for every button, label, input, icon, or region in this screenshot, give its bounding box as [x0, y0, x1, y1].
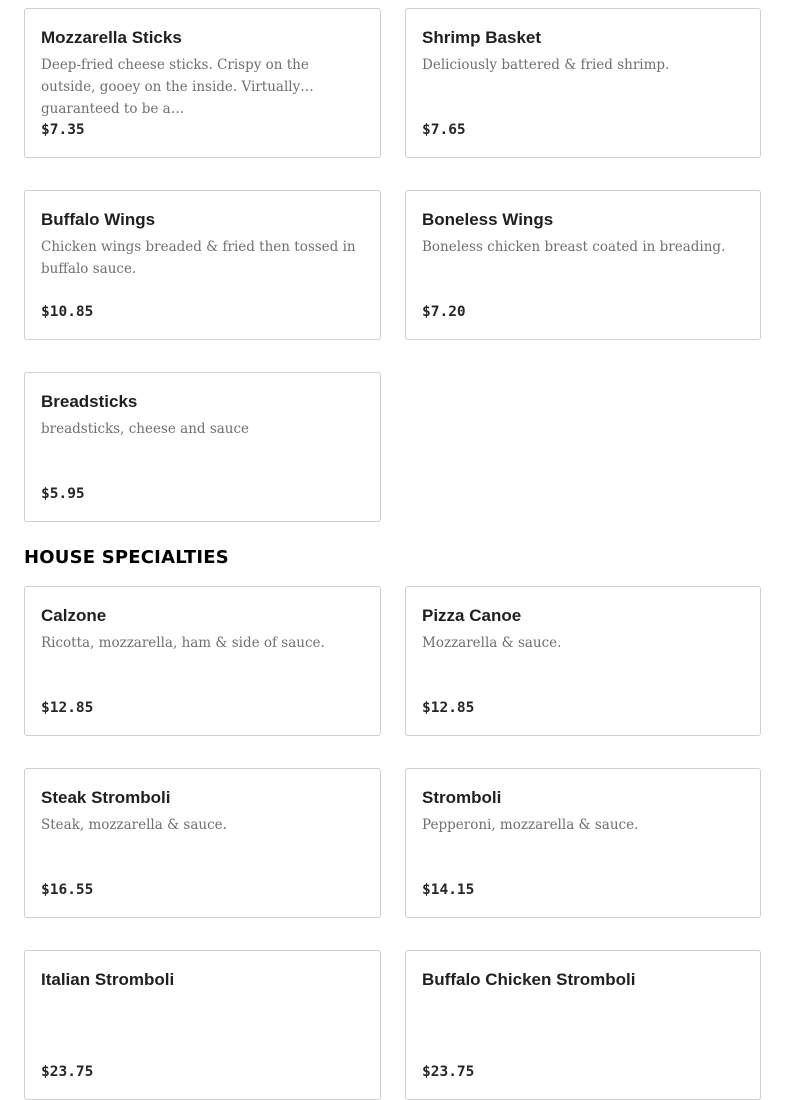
menu-item-name: Steak Stromboli [41, 788, 171, 807]
menu-item-card[interactable] [24, 190, 381, 340]
menu-item-price: $12.85 [41, 700, 94, 716]
menu-item-description: Steak, mozzarella & sauce. [41, 817, 227, 833]
menu-item-price: $7.35 [41, 122, 85, 138]
menu-item-description: Pepperoni, mozzarella & sauce. [422, 817, 639, 833]
menu-item-name: Boneless Wings [422, 210, 554, 229]
menu-item-price: $16.55 [41, 882, 94, 898]
menu-item-card[interactable] [24, 768, 381, 918]
menu-item-name: Breadsticks [41, 392, 138, 411]
menu-item-name: Pizza Canoe [422, 606, 522, 625]
menu-item-card[interactable] [405, 768, 761, 918]
menu-item-card[interactable] [405, 950, 761, 1100]
menu-item-price: $7.65 [422, 122, 466, 138]
menu-item-name: Italian Stromboli [41, 970, 175, 989]
menu-item-description: Boneless chicken breast coated in breading. [422, 239, 726, 255]
menu-item-price: $10.85 [41, 304, 94, 320]
menu-item-price: $12.85 [422, 700, 475, 716]
menu-item-card[interactable] [24, 950, 381, 1100]
menu-item-description: Mozzarella & sauce. [422, 635, 562, 651]
menu-item-name: Shrimp Basket [422, 28, 542, 47]
menu-item-description [41, 996, 364, 1040]
menu-item-price: $23.75 [422, 1064, 475, 1080]
menu-item-price: $7.20 [422, 304, 466, 320]
menu-item-description: Deep-fried cheese sticks. Crispy on the outside, gooey on the inside. Virtually guaranteed to be a… [41, 57, 309, 117]
menu-item-card[interactable] [24, 8, 381, 158]
menu-item-price: $5.95 [41, 486, 85, 502]
menu-item-card[interactable] [405, 8, 761, 158]
menu-item-description: breadsticks, cheese and sauce [41, 421, 250, 437]
section-heading-house-specialties: HOUSE SPECIALTIES [24, 547, 229, 568]
menu-item-name: Calzone [41, 606, 107, 625]
menu-item-card[interactable] [405, 190, 761, 340]
menu-item-description: Deliciously battered & fried shrimp. [422, 57, 670, 73]
menu-item-description [422, 996, 744, 1040]
menu-item-name: Buffalo Wings [41, 210, 156, 229]
menu-item-name: Buffalo Chicken Stromboli [422, 970, 636, 989]
menu-item-description: Chicken wings breaded & fried then tossed in buffalo sauce. [41, 239, 356, 277]
menu-item-card[interactable] [24, 372, 381, 522]
menu-item-name: Mozzarella Sticks [41, 28, 182, 47]
menu-item-card[interactable] [24, 586, 381, 736]
menu-item-price: $14.15 [422, 882, 475, 898]
menu-item-name: Stromboli [422, 788, 502, 807]
menu-item-description: Ricotta, mozzarella, ham & side of sauce. [41, 635, 325, 651]
menu-item-card[interactable] [405, 586, 761, 736]
menu-item-price: $23.75 [41, 1064, 94, 1080]
